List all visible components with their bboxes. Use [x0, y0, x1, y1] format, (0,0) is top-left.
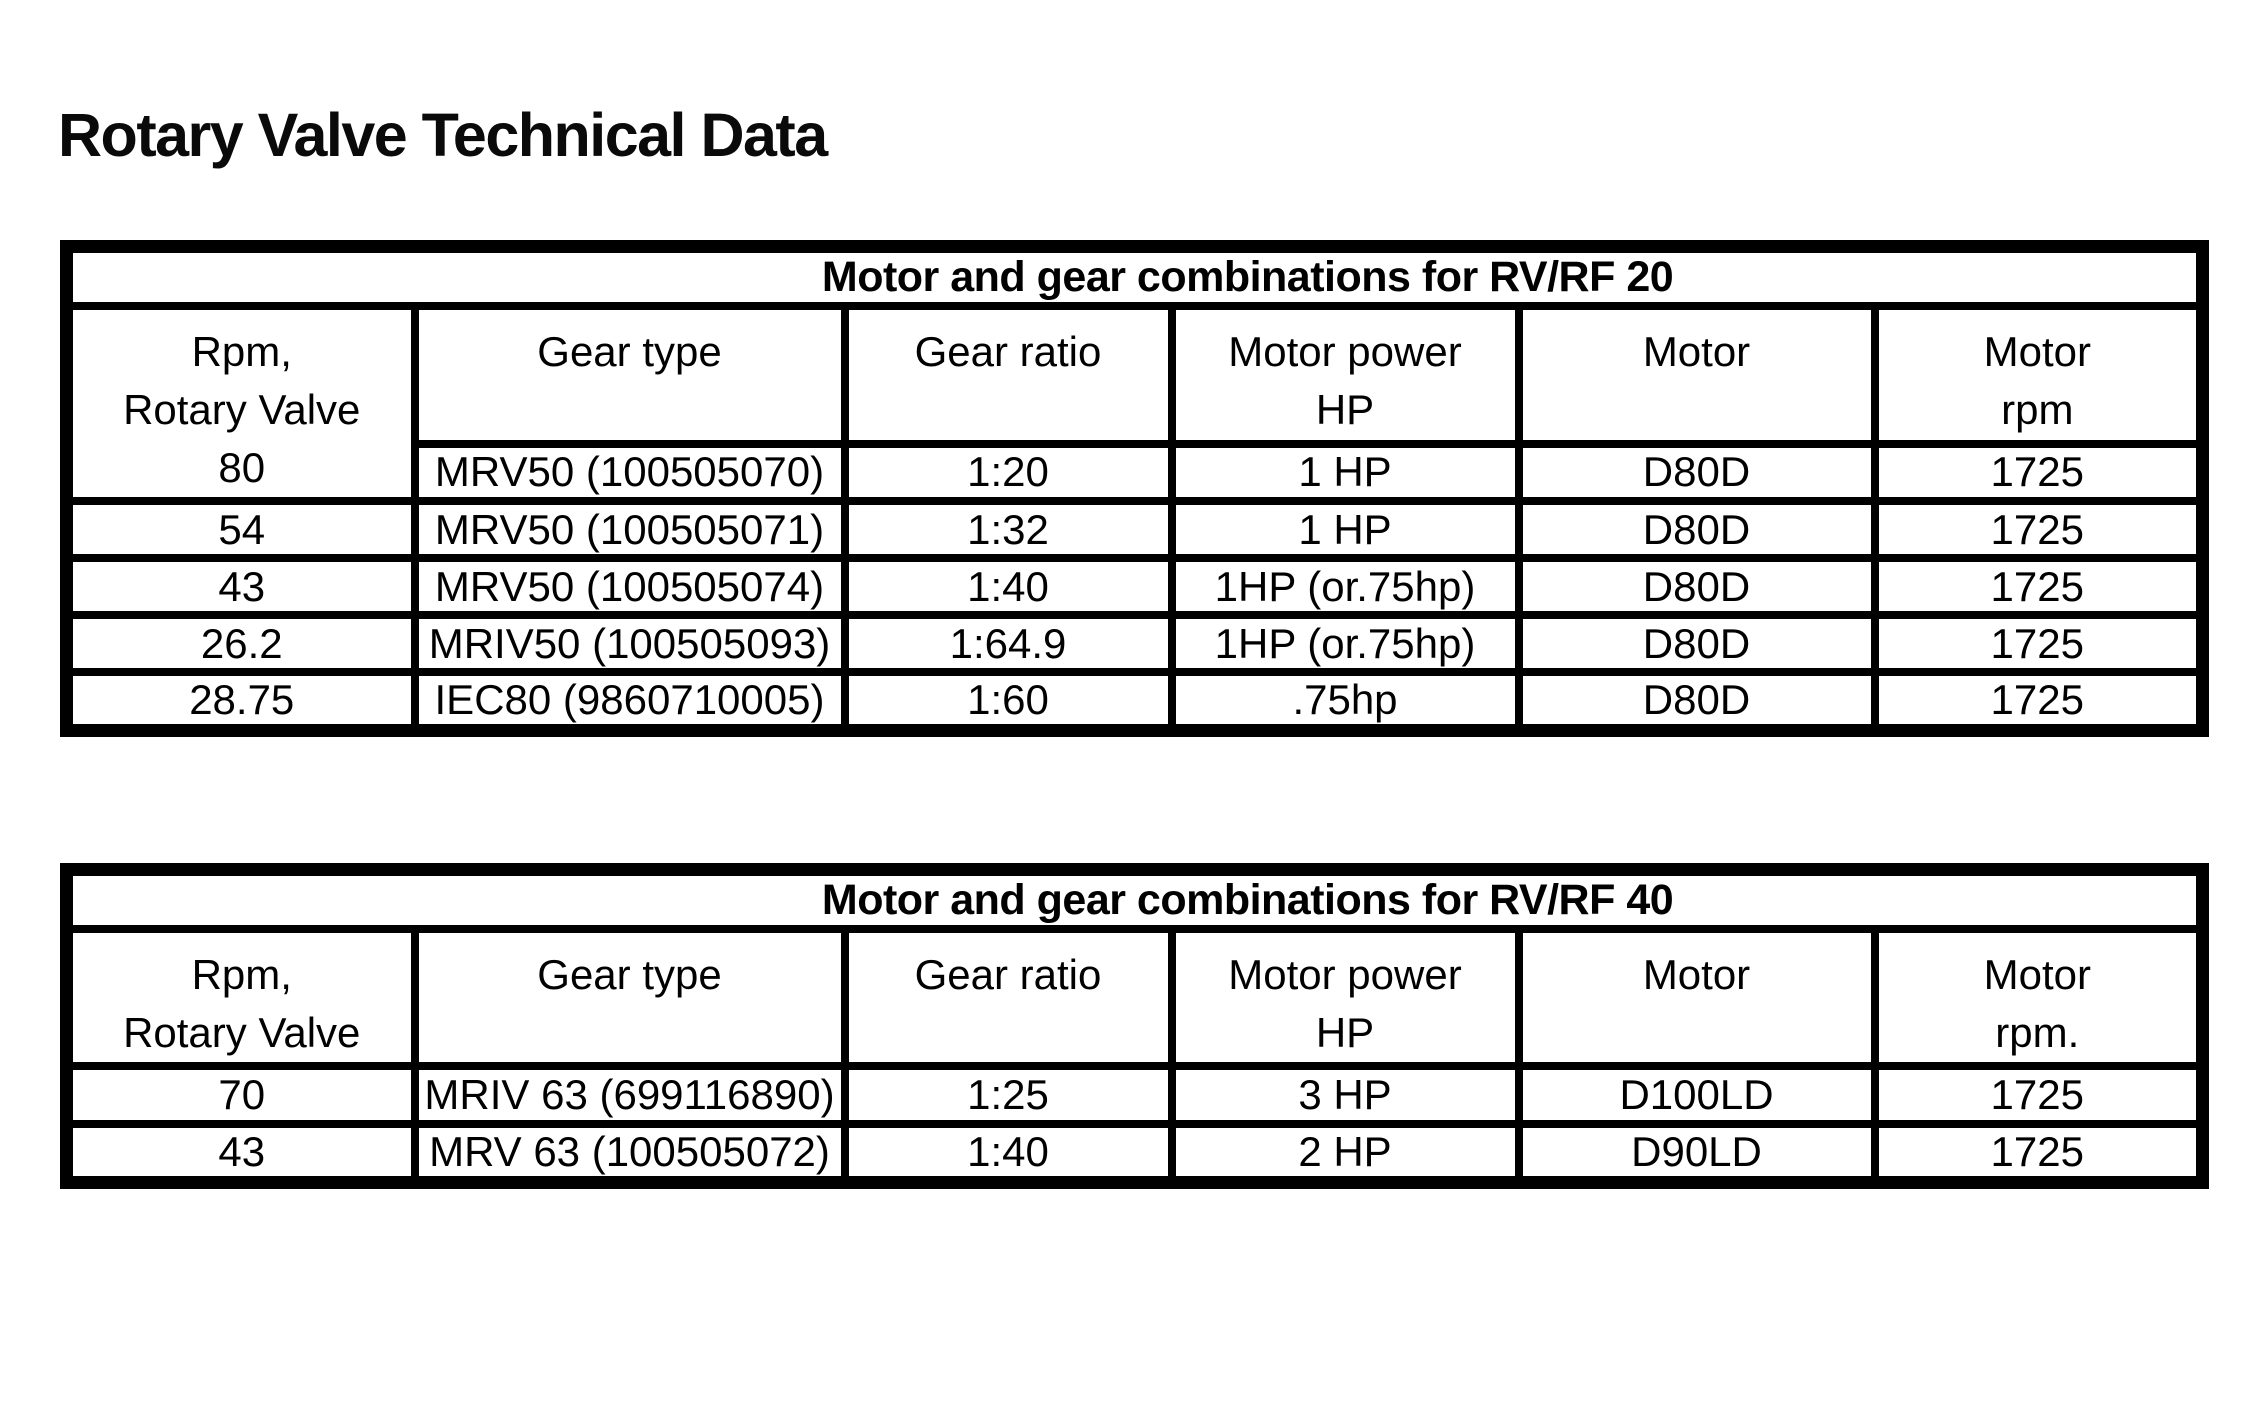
- data-cell: MRV50 (100505070): [415, 444, 845, 501]
- data-cell: D80D: [1519, 615, 1875, 672]
- data-cell: 1725: [1875, 672, 2203, 731]
- header-line: Gear type: [537, 951, 722, 998]
- header-cell-gear-type: [415, 306, 845, 444]
- header-line: Gear type: [537, 328, 722, 375]
- data-cell: D100LD: [1519, 1066, 1875, 1124]
- rv-rf-20-table: [60, 240, 2209, 737]
- page-title: Rotary Valve Technical Data: [58, 101, 827, 169]
- data-cell: 1725: [1875, 501, 2203, 558]
- data-cell: 43: [67, 1124, 415, 1183]
- data-cell: 1725: [1875, 1066, 2203, 1124]
- header-line: HP: [1315, 1009, 1375, 1056]
- header-cell-motor-power: [1172, 929, 1519, 1066]
- data-cell: 70: [67, 1066, 415, 1124]
- header-line: Rpm,: [191, 328, 292, 375]
- header-cell-motor: [1519, 306, 1875, 444]
- header-cell-motor-rpm: [1875, 306, 2203, 444]
- header-cell-gear-ratio: [845, 929, 1172, 1066]
- header-line: Motor: [1983, 951, 2091, 998]
- header-row: [67, 306, 2203, 444]
- data-cell: 43: [67, 558, 415, 615]
- data-cell: 2 HP: [1172, 1124, 1519, 1183]
- data-cell: .75hp: [1172, 672, 1519, 731]
- data-cell: 1:40: [845, 558, 1172, 615]
- table-row: [67, 615, 2203, 672]
- table-row: [67, 672, 2203, 731]
- data-cell: 1HP (or.75hp): [1172, 615, 1519, 672]
- data-cell: MRIV 63 (699116890): [415, 1066, 845, 1124]
- data-cell: IEC80 (9860710005): [415, 672, 845, 731]
- header-cell-motor: [1519, 929, 1875, 1066]
- table-row: [67, 1124, 2203, 1183]
- data-cell: MRV 63 (100505072): [415, 1124, 845, 1183]
- data-cell: 80: [218, 444, 266, 491]
- header-cell-rpm-rotary-valve: [67, 929, 415, 1066]
- data-cell: 28.75: [67, 672, 415, 731]
- data-cell: 1:20: [845, 444, 1172, 501]
- table-title: Motor and gear combinations for RV/RF 40: [67, 870, 2203, 930]
- data-cell: 1725: [1875, 444, 2203, 501]
- data-cell: 1:40: [845, 1124, 1172, 1183]
- header-line: Motor power: [1228, 328, 1462, 375]
- header-cell-gear-ratio: [845, 306, 1172, 444]
- header-line: Rotary Valve: [123, 1009, 361, 1056]
- table-title-row: [67, 247, 2203, 307]
- data-cell: D80D: [1519, 558, 1875, 615]
- data-cell: MRV50 (100505074): [415, 558, 845, 615]
- header-line: Gear ratio: [914, 328, 1102, 375]
- data-cell: MRIV50 (100505093): [415, 615, 845, 672]
- data-cell: 1725: [1875, 615, 2203, 672]
- table-title-row: [67, 870, 2203, 930]
- header-line: Motor: [1642, 951, 1751, 998]
- table-row: [67, 501, 2203, 558]
- data-cell: 3 HP: [1172, 1066, 1519, 1124]
- data-cell: D90LD: [1519, 1124, 1875, 1183]
- header-cell-motor-rpm: [1875, 929, 2203, 1066]
- data-cell: 26.2: [67, 615, 415, 672]
- table-row: [67, 558, 2203, 615]
- header-line: Motor: [1983, 328, 2091, 375]
- data-cell: D80D: [1519, 444, 1875, 501]
- header-line: Motor power: [1228, 951, 1462, 998]
- table-title: Motor and gear combinations for RV/RF 20: [67, 247, 2203, 307]
- data-cell: 1:64.9: [845, 615, 1172, 672]
- header-line: rpm.: [1995, 1009, 2080, 1056]
- header-line: rpm: [2001, 386, 2074, 433]
- header-cell-motor-power: [1172, 306, 1519, 444]
- data-cell: 1:25: [845, 1066, 1172, 1124]
- header-line: Gear ratio: [914, 951, 1102, 998]
- header-cell-gear-type: [415, 929, 845, 1066]
- header-line: Rpm,: [191, 951, 292, 998]
- data-cell: 1 HP: [1172, 444, 1519, 501]
- header-row: [67, 929, 2203, 1066]
- data-cell: 1:32: [845, 501, 1172, 558]
- header-line: Motor: [1642, 328, 1751, 375]
- data-cell: 1:60: [845, 672, 1172, 731]
- header-line: Rotary Valve: [123, 386, 361, 433]
- rv-rf-40-table: [60, 863, 2209, 1189]
- data-cell: 1725: [1875, 1124, 2203, 1183]
- header-line: HP: [1315, 386, 1375, 433]
- data-cell: D80D: [1519, 672, 1875, 731]
- data-cell: D80D: [1519, 501, 1875, 558]
- data-cell: MRV50 (100505071): [415, 501, 845, 558]
- data-cell: 1HP (or.75hp): [1172, 558, 1519, 615]
- table-row: [67, 1066, 2203, 1124]
- header-cell-rpm-rotary-valve: [67, 306, 415, 501]
- data-cell: 54: [67, 501, 415, 558]
- data-cell: 1 HP: [1172, 501, 1519, 558]
- data-cell: 1725: [1875, 558, 2203, 615]
